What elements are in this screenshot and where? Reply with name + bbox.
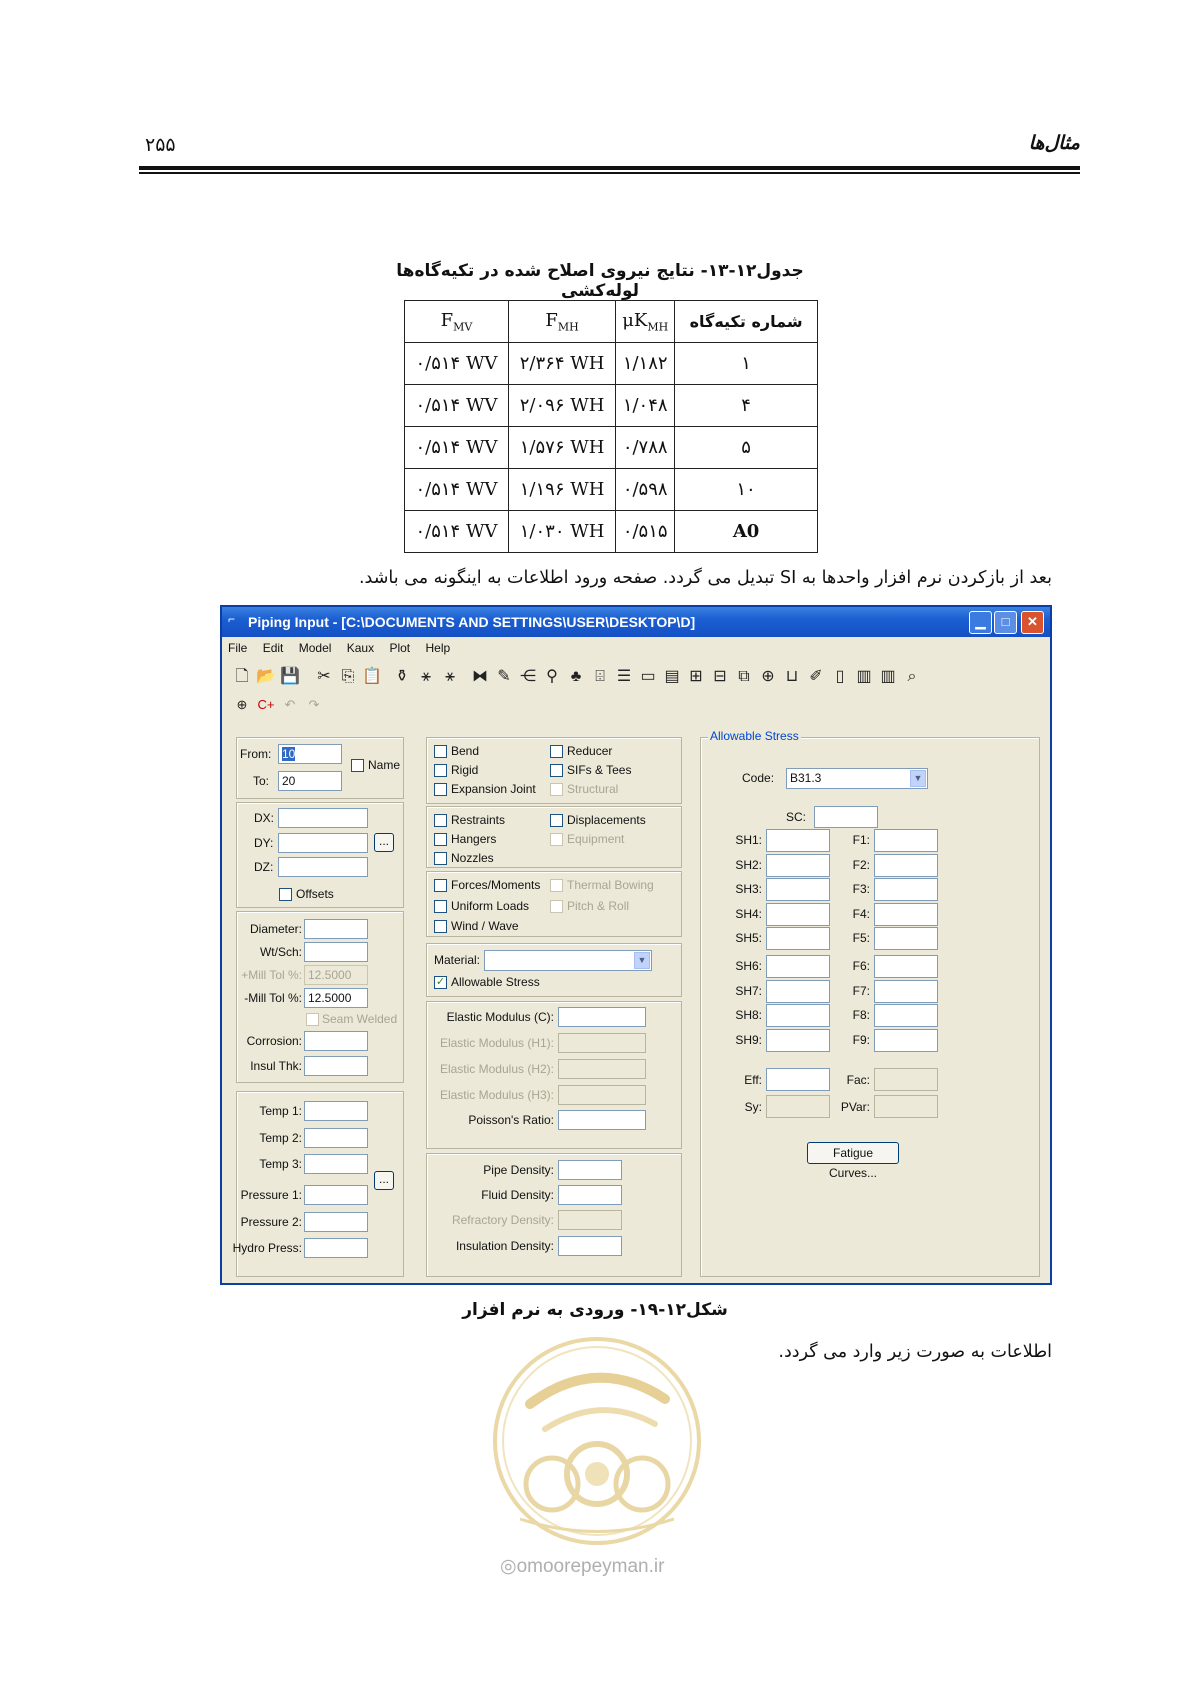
f5-input[interactable] [874,927,938,950]
cell-support: A0 [675,511,818,553]
forces-moments-label: Forces/Moments [451,878,541,892]
zoom-icon[interactable]: ⌕ [907,668,917,685]
close-button[interactable]: ✕ [1021,611,1044,634]
f2-label: F2: [852,858,870,872]
page-number: ۲۵۵ [145,134,176,156]
table-row [405,427,818,469]
node-icon[interactable]: ⚱ [395,668,409,685]
watermark-site-text: omoorepeyman.ir [516,1556,665,1577]
f5-label: F5: [852,931,870,945]
figure-caption: شکل۱۲-۱۹- ورودی به نرم افزار [462,1300,728,1320]
menu-bar [228,641,462,655]
pipe-density-input[interactable] [558,1160,622,1180]
plus-mill-tol-input[interactable]: 12.5000 [304,965,368,985]
nozzles-checkbox[interactable] [434,852,447,865]
equipment-label: Equipment [567,832,625,846]
f1-input[interactable] [874,829,938,852]
cell-support: ۵ [675,427,818,469]
pressure1-input[interactable] [304,1185,368,1205]
refractory-density-input[interactable] [558,1210,622,1230]
from-value: 10 [282,747,296,761]
support-force-table [404,300,818,553]
header-rule-thin [139,172,1080,174]
reducer-label: Reducer [567,744,613,758]
cell-fmh: ۲/۳۶۴ WH [508,343,615,385]
window-title: Piping Input - [C:\DOCUMENTS AND SETTINGS\USER\DESKTOP\D] [248,614,696,630]
expansion-joint-checkbox[interactable] [434,783,447,796]
f9-input[interactable] [874,1029,938,1052]
dx-label: DX: [254,811,275,825]
table-row [405,469,818,511]
insul-thk-label: Insul Thk: [250,1059,302,1073]
fluid-density-input[interactable] [558,1185,622,1205]
cell-ukmh: ۱/۱۸۲ [616,343,675,385]
sh7-input[interactable] [766,980,830,1003]
menu-help[interactable]: Help [425,641,451,655]
cell-fmv: ۰/۵۱۴ WV [405,511,509,553]
piping-input-window [220,605,1052,1285]
forces-moments-checkbox[interactable] [434,879,447,892]
open-folder-icon[interactable]: 📂 [256,668,276,685]
elastic-h1-input[interactable] [558,1033,646,1053]
sh1-input[interactable] [766,829,830,852]
copy-element-icon[interactable]: ⧉ [738,668,750,685]
window-titlebar[interactable] [222,607,1050,637]
nozzles-label: Nozzles [451,851,494,865]
minus-mill-tol-input[interactable]: 12.5000 [304,988,368,1008]
minus-mill-tol-label: -Mill Tol %: [244,991,302,1005]
f2-input[interactable] [874,854,938,877]
elastic-h3-label: Elastic Modulus (H3): [439,1088,554,1102]
restraints-checkbox[interactable] [434,814,447,827]
binoculars-icon[interactable]: ⚲ [546,668,558,685]
header-fmh: $F_{MH}$ [508,301,615,343]
elastic-h2-label: Elastic Modulus (H2): [439,1062,554,1076]
pipe-density-label: Pipe Density: [483,1163,554,1177]
nozzle-icon[interactable]: ⊔ [785,668,799,685]
cell-ukmh: ۰/۷۸۸ [616,427,675,469]
walk-icon[interactable]: ⚹ [421,668,431,685]
header-ukmh: $\mu K_{MH}$ [616,301,675,343]
temp-ellipsis-button[interactable]: ... [374,1171,394,1190]
temp2-input[interactable] [304,1128,368,1148]
undo-icon[interactable]: ↶ [284,697,296,712]
sh3-label: SH3: [735,882,762,896]
pencil-icon[interactable]: ✐ [809,668,823,685]
allowable-stress-label: Allowable Stress [451,975,540,989]
column2-icon[interactable]: ▥ [880,668,896,685]
sc-input[interactable] [814,806,878,828]
chevron-down-icon[interactable]: ▼ [910,770,926,787]
restraints-label: Restraints [451,813,506,827]
name-label: Name [368,758,401,772]
cell-fmv: ۰/۵۱۴ WV [405,385,509,427]
bend-label: Bend [451,744,480,758]
allowable-stress-title: Allowable Stress [710,729,799,743]
sh7-label: SH7: [735,984,762,998]
camera-icon[interactable]: ⌹ [595,668,605,685]
sifs-tees-checkbox[interactable] [550,764,563,777]
omoorepeyman-seal-logo [490,1334,704,1548]
insert-icon[interactable]: ⊕ [236,697,248,712]
sh3-input[interactable] [766,878,830,901]
dy-ellipsis-button[interactable]: ... [374,833,394,852]
menu-plot[interactable]: Plot [389,641,411,655]
diameter-input[interactable] [304,919,368,939]
pitch-roll-label: Pitch & Roll [567,899,630,913]
f3-label: F3: [852,882,870,896]
sh1-label: SH1: [735,833,762,847]
eff-input[interactable] [766,1068,830,1091]
sh5-input[interactable] [766,927,830,950]
paste-icon[interactable]: 📋 [362,668,382,685]
refractory-density-label: Refractory Density: [451,1213,554,1227]
elastic-c-input[interactable] [558,1007,646,1027]
cut-icon[interactable]: ✂ [317,668,331,685]
elastic-c-label: Elastic Modulus (C): [446,1010,554,1024]
sh4-label: SH4: [735,907,762,921]
table-row [405,343,818,385]
seam-welded-label: Seam Welded [322,1012,398,1026]
hydro-press-label: Hydro Press: [232,1241,302,1255]
intro-paragraph: بعد از بازکردن نرم افزار واحدها به SI تبدیل می گردد. صفحه ورود اطلاعات به اینگونه می باشد. [358,568,1052,588]
new-file-icon[interactable]: 🗋 [235,668,249,685]
cell-fmh: ۲/۰۹۶ WH [508,385,615,427]
elastic-h2-input[interactable] [558,1059,646,1079]
dz-input[interactable] [278,857,368,877]
f6-input[interactable] [874,955,938,978]
restraint-icon[interactable]: ⊞ [689,668,703,685]
secondary-toolbar [230,697,326,713]
pitch-roll-checkbox[interactable] [550,900,563,913]
seam-welded-checkbox[interactable] [306,1013,319,1026]
redo-icon[interactable]: ↷ [308,697,320,712]
bend-icon[interactable]: ⋲ [520,668,536,685]
material-label: Material: [434,953,481,967]
hanger-icon[interactable]: ⊟ [713,668,727,685]
thermal-bowing-checkbox[interactable] [550,879,563,892]
wind-wave-label: Wind / Wave [451,919,519,933]
bend-checkbox[interactable] [434,745,447,758]
insul-thk-input[interactable] [304,1056,368,1076]
hydro-press-input[interactable] [304,1238,368,1258]
elastic-h3-input[interactable] [558,1085,646,1105]
insulation-density-input[interactable] [558,1236,622,1256]
cell-support: ۱ [675,343,818,385]
f4-label: F4: [852,907,870,921]
table-row [405,511,818,553]
insulation-density-label: Insulation Density: [455,1239,554,1253]
cell-fmh: ۱/۱۹۶ WH [508,469,615,511]
thermal-bowing-label: Thermal Bowing [567,878,654,892]
wtsch-input[interactable] [304,942,368,962]
save-icon[interactable]: 💾 [280,668,300,685]
f1-label: F1: [852,833,870,847]
plus-mill-tol-label: +Mill Tol %: [241,968,302,982]
maximize-button[interactable]: □ [994,611,1017,634]
eff-label: Eff: [744,1073,762,1087]
dy-label: DY: [254,836,274,850]
chapter-title: مثال‌ها [1028,132,1080,154]
header-support: شماره تکیه‌گاه [675,301,818,343]
f3-input[interactable] [874,878,938,901]
fatigue-curves-button[interactable]: Fatigue Curves... [807,1142,899,1164]
cell-fmv: ۰/۵۱۴ WV [405,469,509,511]
cell-fmh: ۱/۰۳۰ WH [508,511,615,553]
structural-checkbox[interactable] [550,783,563,796]
wtsch-label: Wt/Sch: [259,945,302,959]
f9-label: F9: [852,1033,870,1047]
hangers-checkbox[interactable] [434,833,447,846]
menu-edit[interactable]: Edit [262,641,284,655]
cell-support: ۱۰ [675,469,818,511]
f8-label: F8: [852,1008,870,1022]
cell-fmv: ۰/۵۱۴ WV [405,343,509,385]
cell-support: ۴ [675,385,818,427]
sh5-label: SH5: [735,931,762,945]
watermark-site [500,1555,664,1578]
dx-input[interactable] [278,808,368,828]
corrosion-input[interactable] [304,1031,368,1051]
app-icon: ⌐ [228,612,236,626]
dz-label: DZ: [254,860,274,874]
to-label: To: [253,774,270,788]
copy-icon[interactable]: ⎘ [341,668,355,685]
flange-icon[interactable]: ⊕ [761,668,775,685]
tree-icon[interactable]: ♣ [570,668,582,685]
marker-icon[interactable]: ▯ [835,668,845,685]
displacements-checkbox[interactable] [550,814,563,827]
sh9-label: SH9: [735,1033,762,1047]
sifs-tees-label: SIFs & Tees [567,763,632,777]
column-icon[interactable]: ▥ [856,668,872,685]
pvar-label: PVar: [840,1100,870,1114]
table-caption: جدول۱۲-۱۳- نتایج نیروی اصلاح شده در تکیه‌گاه‌ها لوله‌کشی [396,261,804,301]
sh6-label: SH6: [735,959,762,973]
expansion-joint-label: Expansion Joint [451,782,536,796]
sh2-label: SH2: [735,858,762,872]
uniform-loads-label: Uniform Loads [451,899,530,913]
cell-fmv: ۰/۵۱۴ WV [405,427,509,469]
sy-label: Sy: [744,1100,762,1114]
sh2-input[interactable] [766,854,830,877]
closing-paragraph: اطلاعات به صورت زیر وارد می گردد. [778,1342,1052,1362]
diameter-label: Diameter: [249,922,302,936]
edit-icon[interactable]: ✎ [497,668,511,685]
f7-input[interactable] [874,980,938,1003]
double-walk-icon[interactable]: ⚹ [445,668,455,685]
temp3-input[interactable] [304,1154,368,1174]
sc-label: SC: [786,810,807,824]
sh6-input[interactable] [766,955,830,978]
table-header-row [405,301,818,343]
dy-input[interactable] [278,833,368,853]
sh8-input[interactable] [766,1004,830,1027]
temp2-label: Temp 2: [259,1131,302,1145]
hangers-label: Hangers [451,832,497,846]
pressure2-input[interactable] [304,1212,368,1232]
name-checkbox[interactable] [351,759,364,772]
sh8-label: SH8: [735,1008,762,1022]
offsets-label: Offsets [296,887,334,901]
f6-label: F6: [852,959,870,973]
header-rule [139,166,1080,170]
rigid-checkbox[interactable] [434,764,447,777]
offsets-checkbox[interactable] [279,888,292,901]
poisson-label: Poisson's Ratio: [468,1113,554,1127]
uniform-loads-checkbox[interactable] [434,900,447,913]
poisson-input[interactable] [558,1110,646,1130]
menu-model[interactable]: Model [298,641,332,655]
from-input[interactable] [278,744,342,764]
cell-ukmh: ۰/۵۱۵ [616,511,675,553]
valve-icon[interactable]: ⧓ [472,668,488,685]
fac-label: Fac: [846,1073,870,1087]
elastic-h1-label: Elastic Modulus (H1): [439,1036,554,1050]
main-toolbar [230,665,924,692]
minimize-button[interactable]: ▁ [969,611,992,634]
temp1-label: Temp 1: [259,1104,302,1118]
list-icon[interactable]: ▤ [664,668,680,685]
menu-kaux[interactable]: Kaux [346,641,375,655]
fluid-density-label: Fluid Density: [481,1188,554,1202]
reducer-checkbox[interactable] [550,745,563,758]
equipment-checkbox[interactable] [550,833,563,846]
rigid-label: Rigid [451,763,479,777]
f4-input[interactable] [874,903,938,926]
temp3-label: Temp 3: [259,1157,302,1171]
sy-input[interactable] [766,1095,830,1118]
wind-wave-checkbox[interactable] [434,920,447,933]
displacements-label: Displacements [567,813,646,827]
cell-ukmh: ۰/۵۹۸ [616,469,675,511]
allowable-stress-checkbox[interactable]: ✓ [435,976,446,988]
menu-file[interactable]: File [228,641,248,655]
code-select[interactable] [786,768,928,789]
corrosion-label: Corrosion: [246,1034,302,1048]
pressure1-label: Pressure 1: [240,1188,302,1202]
pvar-input[interactable] [874,1095,938,1118]
from-label: From: [240,747,272,761]
to-input[interactable]: 20 [278,771,342,791]
ruler-icon[interactable]: ▭ [640,668,656,685]
fac-input[interactable] [874,1068,938,1091]
code-label: Code: [742,771,775,785]
header-fmv: $F_{MV}$ [405,301,509,343]
at-icon: ◎ [500,1556,517,1577]
structural-label: Structural [567,782,619,796]
cell-ukmh: ۱/۰۴۸ [616,385,675,427]
sh9-input[interactable] [766,1029,830,1052]
cplus-icon[interactable]: C+ [257,697,275,712]
grid-icon[interactable]: ☰ [616,668,632,685]
cell-fmh: ۱/۵۷۶ WH [508,427,615,469]
temp1-input[interactable] [304,1101,368,1121]
f7-label: F7: [852,984,870,998]
f8-input[interactable] [874,1004,938,1027]
table-row [405,385,818,427]
material-select[interactable] [484,950,652,971]
chevron-down-icon[interactable]: ▼ [634,952,650,969]
pressure2-label: Pressure 2: [240,1215,302,1229]
code-value: B31.3 [790,771,822,785]
sh4-input[interactable] [766,903,830,926]
